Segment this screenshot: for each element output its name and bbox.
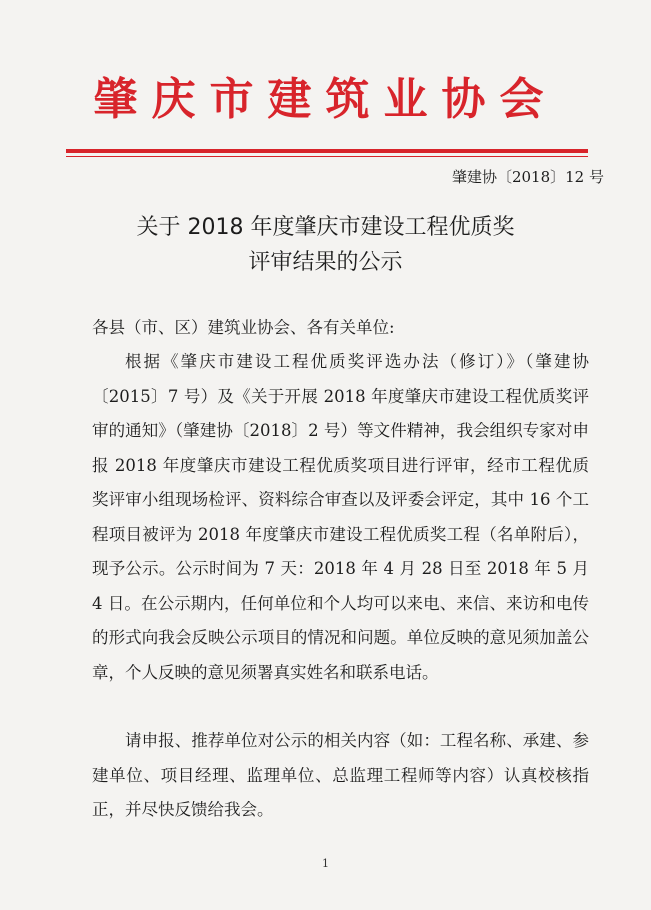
body-paragraph-2: 请申报、推荐单位对公示的相关内容（如：工程名称、承建、参建单位、项目经理、监理单位、总监理工程师等内容）认真校核指正，并尽快反馈给我会。 bbox=[92, 731, 589, 819]
document-title-line-1: 关于 2018 年度肇庆市建设工程优质奖 bbox=[136, 215, 515, 240]
letterhead-rule-thick bbox=[66, 149, 588, 153]
org-letterhead-title: 肇庆市建筑业协会 bbox=[93, 74, 558, 125]
salutation: 各县（市、区）建筑业协会、各有关单位: bbox=[92, 318, 395, 337]
document-number: 肇建协〔2018〕12 号 bbox=[451, 168, 604, 186]
document-title-line-2: 评审结果的公示 bbox=[248, 250, 403, 275]
page-number: 1 bbox=[322, 857, 329, 870]
letterhead-rule-thin bbox=[66, 156, 588, 157]
body-paragraph-1: 根据《肇庆市建设工程优质奖评选办法（修订）》（肇建协〔2015〕7 号）及《关于开展 2018 年度肇庆市建设工程优质奖评审的通知》（肇建协〔2018〕2 号）等文件精神，我会组织专家对申报 2018 年度肇庆市建设工程优质奖项目进行评审，经市工程优质奖评审小组现场检评、资料综合审查以及评委会评定，其中 16 个工程项目被评为 2018 年度肇庆市建设工程优质奖工程（名单附后），现予公示。公示时间为 7 天：2018 年 4 月 28 日至 2018 年 5 月 4 日。在公示期内，任何单位和个人均可以来电、来信、来访和电传的形式向我会反映公示项目的情况和问题。单位反映的意见须加盖公章，个人反映的意见须署真实姓名和联系电话。 bbox=[92, 352, 589, 682]
